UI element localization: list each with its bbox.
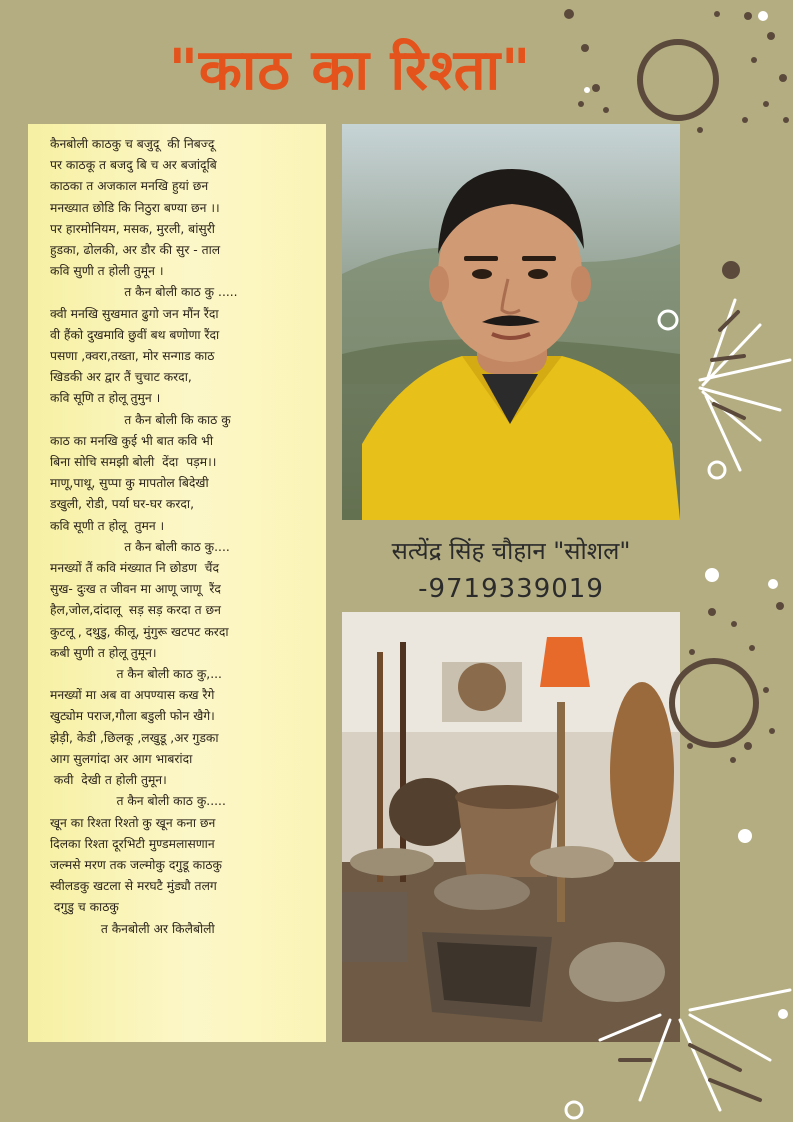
- poem-line: कवि सूणि त होलू तुमुन ।: [50, 391, 161, 406]
- author-phone: -9719339019: [418, 574, 604, 604]
- poem-line: पर हारमोनियम, मसक, मुरली, बांसुरी: [50, 221, 215, 236]
- poem-line: कुटलू , दथुडु, कीलू, मुंगुरू खटपट करदा: [50, 624, 229, 639]
- poem-line: सुख- दुःख त जीवन मा आणू जाणू रैंद: [50, 582, 221, 597]
- poem-line: खून का रिश्ता रिश्तो कु खून कना छन: [50, 815, 216, 830]
- poem-line: कबी सुणी त होलू तुमून।: [50, 645, 157, 660]
- traditional-objects-image: [342, 612, 680, 1042]
- poem-line: कैनबोली काठकु च बजुदू की निबज्दू: [50, 137, 215, 151]
- page-title: "काठ का रिश्ता": [168, 38, 532, 103]
- poem-line: कवी देखी त होली तुमून।: [50, 773, 167, 788]
- poem-line: माणू,पाथू, सुप्पा कु मापतोल बिदेखी: [50, 476, 209, 491]
- dot-decor: [722, 261, 740, 279]
- ring-decor: [709, 462, 725, 478]
- poem-line: डखुली, रोडी, पर्या घर-घर करदा,: [50, 497, 195, 512]
- poem-line: स्वीलडकु खटला से मरघटै मुंड्यौ तलग: [50, 879, 217, 894]
- poem-line: दिलका रिश्ता दूरभिटी मुण्डमलासणान: [50, 836, 215, 851]
- poem-line: त कैन बोली कि काठ कु: [50, 412, 231, 427]
- poem-line: कवि सुणी त होली तुमून ।: [50, 264, 164, 279]
- poem-line: झेड़ी, केडी ,छिलकू ,लखुडू ,अर गुडका: [50, 730, 219, 745]
- poem-line: हुडका, ढोलकी, अर डौर की सुर - ताल: [50, 243, 221, 258]
- poem-line: त कैनबोली अर किलैबोली: [50, 921, 215, 936]
- objects-illustration: [342, 612, 680, 1042]
- ring-decor: [672, 661, 756, 745]
- poem-line: बिना सोचि समझी बोली देंदा पड़म।।: [50, 455, 217, 470]
- dot-decor: [758, 11, 768, 21]
- poem-line: दगुडु च काठकु: [50, 900, 119, 915]
- poem-line: हैल,जोल,दांदालू सड़ सड़ करदा त छन: [50, 603, 221, 618]
- poem-line: मनख्यों तैं कवि मंख्यात नि छोडण चैंद: [50, 561, 220, 576]
- poem-line: वी हैंको दुखमावि छुवीं बथ बणोणा रैंदा: [50, 327, 220, 342]
- poem-line: मनख्यों मा अब वा अपण्यास कख रैगे: [50, 688, 215, 703]
- poem-line: पसणा ,क्वरा,तख्ता, मोर सन्गाड काठ: [50, 349, 215, 364]
- poem-line: त कैन बोली काठ कु .....: [50, 285, 238, 300]
- ring-decor: [566, 1102, 582, 1118]
- poem-line: पर काठकू त बजदु बि च अर बजांदूबि: [50, 158, 217, 173]
- poem-text: [50, 134, 322, 940]
- poem-line: त कैन बोली काठ कु.....: [50, 794, 226, 809]
- poem-line: काठका त अजकाल मनखि हुयां छन: [50, 179, 209, 194]
- poem-line: मनख्यात छोडि कि निठुरा बण्या छन ।।: [50, 200, 220, 215]
- poem-panel: [28, 124, 326, 1042]
- poem-line: त कैन बोली काठ कु....: [50, 539, 230, 554]
- poem-line: खुट्योम पराज,गौला बडुली फोन खैगे।: [50, 709, 215, 724]
- poem-line: जल्मसे मरण तक जल्मोकु दगुडू काठकु: [50, 857, 222, 872]
- poem-line: त कैन बोली काठ कु,...: [50, 667, 222, 682]
- poem-line: आग सुलगांदा अर आग भाबरांदा: [50, 751, 193, 766]
- poem-line: क्वी मनखि सुखमात ढुगो जन मौंन रैंदा: [50, 306, 219, 321]
- poem-line: खिडकी अर द्वार तैं चुचाट करदा,: [50, 370, 192, 385]
- author-name: सत्येंद्र सिंह चौहान "सोशल": [391, 537, 631, 565]
- poem-line: कवि सूणी त होलू तुमन ।: [50, 518, 165, 533]
- poem-line: काठ का मनखि कुई भी बात कवि भी: [50, 433, 214, 448]
- author-portrait-image: [342, 124, 680, 520]
- portrait-illustration: [342, 124, 680, 520]
